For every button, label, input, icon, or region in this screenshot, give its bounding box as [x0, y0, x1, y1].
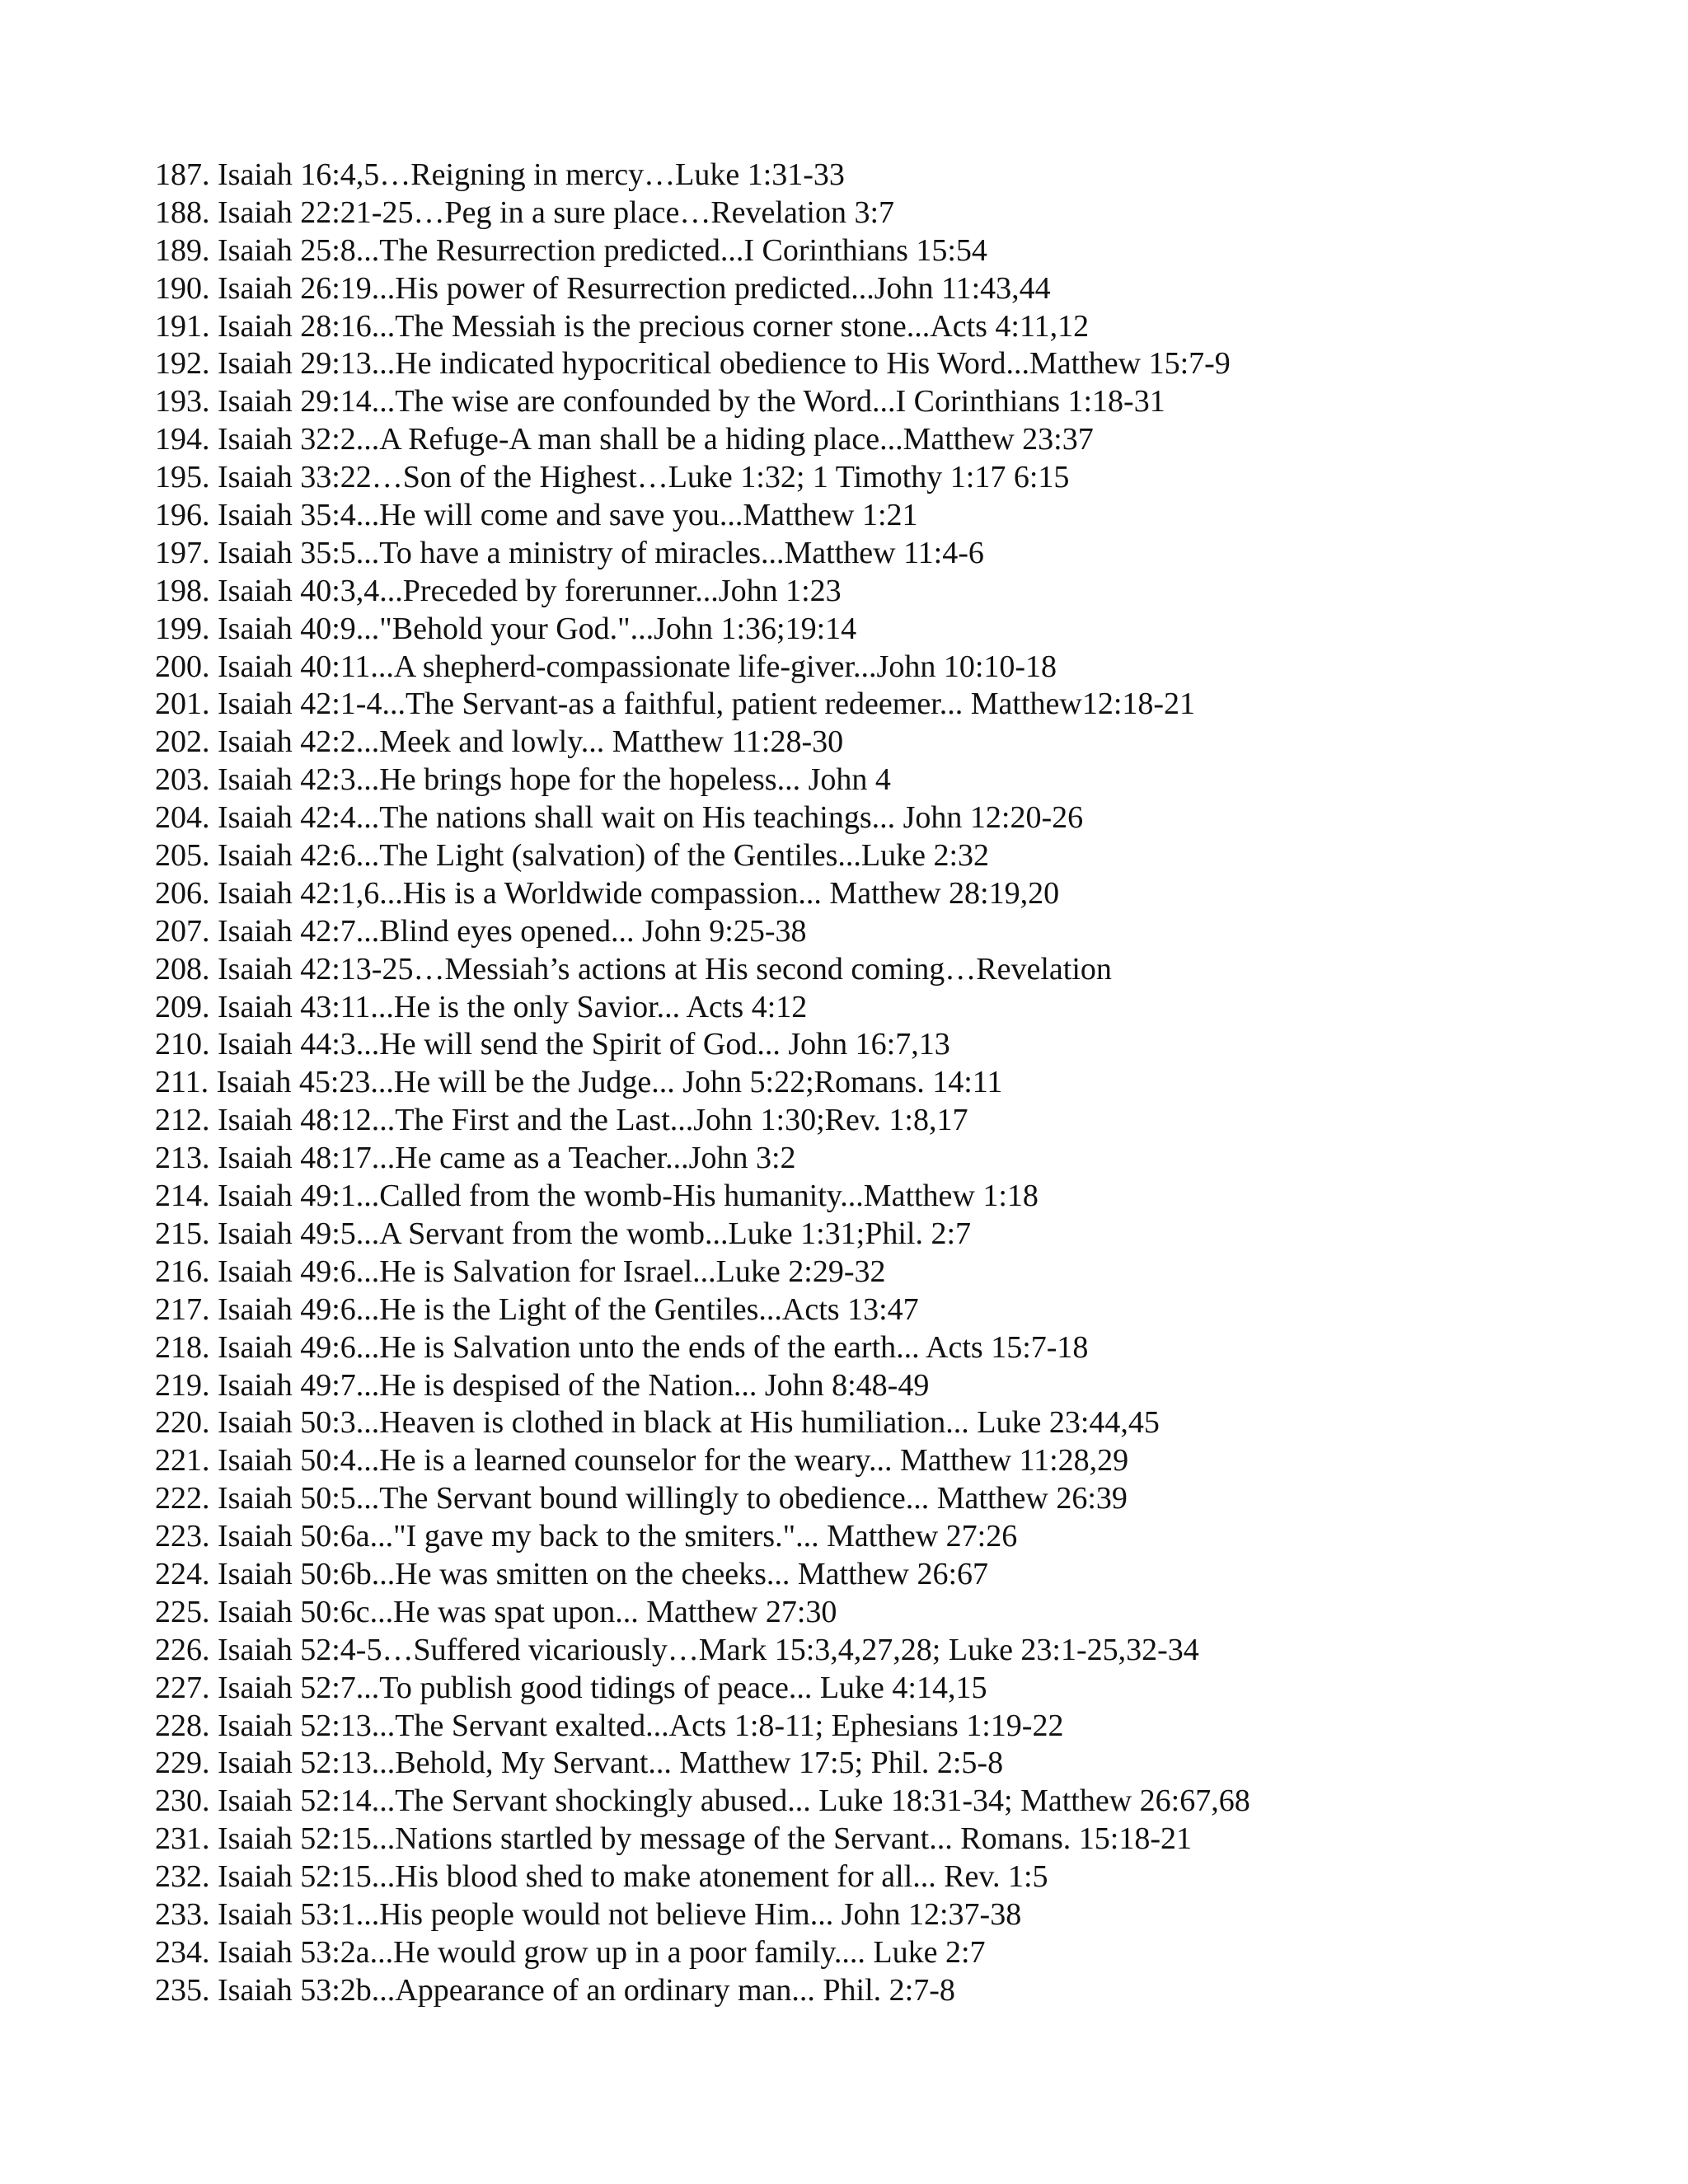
list-item: 227. Isaiah 52:7...To publish good tidings of peace... Luke 4:14,15: [155, 1670, 987, 1705]
list-item: 194. Isaiah 32:2...A Refuge-A man shall be a hiding place...Matthew 23:37: [155, 422, 1094, 457]
list-item: 187. Isaiah 16:4,5…Reigning in mercy…Luke 1:31-33: [155, 157, 845, 192]
list-item: 216. Isaiah 49:6...He is Salvation for Israel...Luke 2:29-32: [155, 1254, 886, 1289]
list-item: 190. Isaiah 26:19...His power of Resurrection predicted...John 11:43,44: [155, 270, 1051, 306]
list-item: 202. Isaiah 42:2...Meek and lowly... Matthew 11:28-30: [155, 724, 844, 760]
list-item: 201. Isaiah 42:1-4...The Servant-as a faithful, patient redeemer... Matthew12:18-21: [155, 687, 1196, 722]
list-item: 192. Isaiah 29:13...He indicated hypocritical obedience to His Word...Matthew 15:7-9: [155, 346, 1231, 382]
list-item: 224. Isaiah 50:6b...He was smitten on the cheeks... Matthew 26:67: [155, 1556, 989, 1591]
list-item: 220. Isaiah 50:3...Heaven is clothed in black at His humiliation... Luke 23:44,45: [155, 1405, 1160, 1441]
list-item: 210. Isaiah 44:3...He will send the Spirit of God... John 16:7,13: [155, 1027, 950, 1062]
list-item: 215. Isaiah 49:5...A Servant from the womb...Luke 1:31;Phil. 2:7: [155, 1216, 972, 1251]
list-item: 214. Isaiah 49:1...Called from the womb-His humanity...Matthew 1:18: [155, 1179, 1039, 1214]
list-item: 231. Isaiah 52:15...Nations startled by message of the Servant... Romans. 15:18-21: [155, 1821, 1193, 1857]
list-item: 232. Isaiah 52:15...His blood shed to make atonement for all... Rev. 1:5: [155, 1859, 1048, 1895]
list-item: 225. Isaiah 50:6c...He was spat upon... Matthew 27:30: [155, 1594, 837, 1629]
list-item: 217. Isaiah 49:6...He is the Light of the Gentiles...Acts 13:47: [155, 1291, 919, 1327]
list-item: 230. Isaiah 52:14...The Servant shockingly abused... Luke 18:31-34; Matthew 26:67,68: [155, 1783, 1250, 1819]
list-item: 222. Isaiah 50:5...The Servant bound willingly to obedience... Matthew 26:39: [155, 1481, 1128, 1516]
list-item: 188. Isaiah 22:21-25…Peg in a sure place…Revelation 3:7: [155, 194, 895, 230]
list-item: 189. Isaiah 25:8...The Resurrection predicted...I Corinthians 15:54: [155, 232, 987, 268]
list-item: 228. Isaiah 52:13...The Servant exalted...Acts 1:8-11; Ephesians 1:19-22: [155, 1708, 1064, 1743]
list-item: 209. Isaiah 43:11...He is the only Savior... Acts 4:12: [155, 989, 808, 1024]
list-item: 211. Isaiah 45:23...He will be the Judge... John 5:22;Romans. 14:11: [155, 1065, 1003, 1100]
list-item: 203. Isaiah 42:3...He brings hope for the hopeless... John 4: [155, 762, 891, 798]
list-item: 221. Isaiah 50:4...He is a learned counselor for the weary... Matthew 11:28,29: [155, 1443, 1129, 1479]
list-item: 206. Isaiah 42:1,6...His is a Worldwide compassion... Matthew 28:19,20: [155, 875, 1060, 911]
list-item: 213. Isaiah 48:17...He came as a Teacher...John 3:2: [155, 1141, 796, 1176]
list-item: 193. Isaiah 29:14...The wise are confounded by the Word...I Corinthians 1:18-31: [155, 384, 1165, 419]
list-item: 223. Isaiah 50:6a..."I gave my back to the smiters."... Matthew 27:26: [155, 1519, 1018, 1554]
list-item: 219. Isaiah 49:7...He is despised of the Nation... John 8:48-49: [155, 1367, 930, 1403]
list-item: 195. Isaiah 33:22…Son of the Highest…Luke 1:32; 1 Timothy 1:17 6:15: [155, 460, 1070, 495]
list-item: 199. Isaiah 40:9..."Behold your God."...John 1:36;19:14: [155, 611, 857, 646]
list-item: 191. Isaiah 28:16...The Messiah is the precious corner stone...Acts 4:11,12: [155, 308, 1090, 344]
list-item: 200. Isaiah 40:11...A shepherd-compassionate life-giver...John 10:10-18: [155, 649, 1057, 684]
list-item: 212. Isaiah 48:12...The First and the Last...John 1:30;Rev. 1:8,17: [155, 1103, 968, 1138]
list-item: 207. Isaiah 42:7...Blind eyes opened... John 9:25-38: [155, 913, 807, 949]
list-item: 198. Isaiah 40:3,4...Preceded by forerunner...John 1:23: [155, 573, 842, 608]
list-item: 197. Isaiah 35:5...To have a ministry of miracles...Matthew 11:4-6: [155, 535, 984, 570]
list-item: 233. Isaiah 53:1...His people would not believe Him... John 12:37-38: [155, 1896, 1022, 1932]
list-item: 229. Isaiah 52:13...Behold, My Servant... Matthew 17:5; Phil. 2:5-8: [155, 1746, 1004, 1781]
prophecy-list: [155, 157, 1250, 2010]
list-item: 218. Isaiah 49:6...He is Salvation unto the ends of the earth... Acts 15:7-18: [155, 1329, 1089, 1365]
list-item: 204. Isaiah 42:4...The nations shall wait on His teachings... John 12:20-26: [155, 800, 1084, 836]
list-item: 208. Isaiah 42:13-25…Messiah’s actions at His second coming…Revelation: [155, 951, 1112, 987]
list-item: 235. Isaiah 53:2b...Appearance of an ordinary man... Phil. 2:7-8: [155, 1972, 955, 2008]
list-item: 234. Isaiah 53:2a...He would grow up in a poor family.... Luke 2:7: [155, 1934, 986, 1970]
list-item: 205. Isaiah 42:6...The Light (salvation) of the Gentiles...Luke 2:32: [155, 838, 990, 874]
list-item: 226. Isaiah 52:4-5…Suffered vicariously…Mark 15:3,4,27,28; Luke 23:1-25,32-34: [155, 1632, 1199, 1667]
list-item: 196. Isaiah 35:4...He will come and save you...Matthew 1:21: [155, 498, 918, 533]
